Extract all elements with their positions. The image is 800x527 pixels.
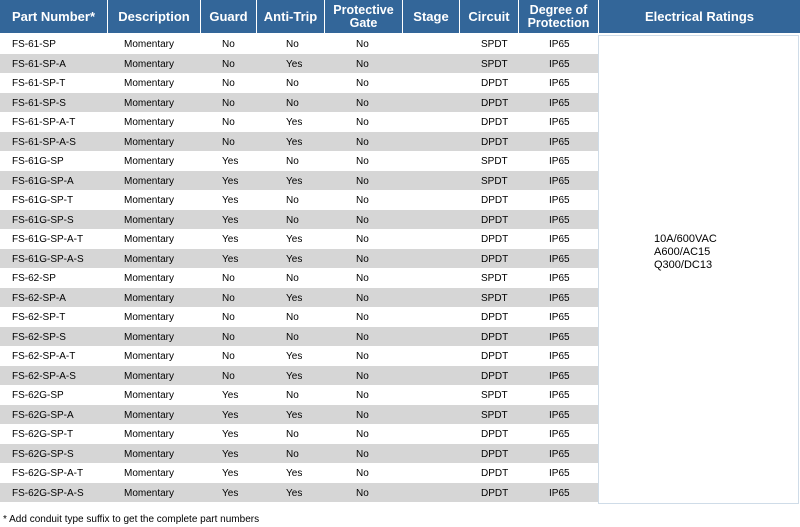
cell-part-number: FS-61G-SP-A-T (12, 233, 84, 245)
cell-anti-trip: Yes (286, 409, 303, 421)
cell-guard: Yes (222, 487, 239, 499)
cell-description: Momentary (124, 38, 175, 50)
cell-protective-gate: No (356, 311, 369, 323)
cell-degree-of-protection: IP65 (549, 311, 570, 323)
cell-anti-trip: No (286, 77, 299, 89)
cell-description: Momentary (124, 467, 175, 479)
cell-part-number: FS-62-SP-T (12, 311, 66, 323)
cell-circuit: SPDT (481, 175, 508, 187)
cell-anti-trip: No (286, 311, 299, 323)
table-row (0, 152, 598, 172)
footnote: * Add conduit type suffix to get the complete part numbers (3, 514, 260, 525)
cell-description: Momentary (124, 448, 175, 460)
cell-circuit: DPDT (481, 428, 509, 440)
cell-anti-trip: No (286, 428, 299, 440)
cell-description: Momentary (124, 389, 175, 401)
cell-circuit: SPDT (481, 155, 508, 167)
header-degree-of-protection (519, 0, 599, 33)
cell-anti-trip: No (286, 38, 299, 50)
header-part-number: Part Number* (0, 0, 108, 33)
cell-protective-gate: No (356, 214, 369, 226)
header-description: Description (108, 0, 201, 33)
cell-description: Momentary (124, 311, 175, 323)
electrical-ratings-values (654, 233, 717, 272)
cell-degree-of-protection: IP65 (549, 97, 570, 109)
cell-degree-of-protection: IP65 (549, 409, 570, 421)
cell-part-number: FS-61G-SP-T (12, 194, 74, 206)
cell-guard: No (222, 136, 235, 148)
cell-circuit: DPDT (481, 233, 509, 245)
cell-circuit: DPDT (481, 136, 509, 148)
cell-part-number: FS-61-SP-A-S (12, 136, 76, 148)
cell-anti-trip: No (286, 194, 299, 206)
cell-guard: No (222, 370, 235, 382)
cell-anti-trip: Yes (286, 292, 303, 304)
cell-guard: No (222, 97, 235, 109)
cell-circuit: DPDT (481, 448, 509, 460)
cell-guard: Yes (222, 389, 239, 401)
cell-guard: No (222, 38, 235, 50)
cell-part-number: FS-62-SP (12, 272, 56, 284)
cell-protective-gate: No (356, 253, 369, 265)
cell-anti-trip: No (286, 389, 299, 401)
table-row (0, 191, 598, 211)
cell-description: Momentary (124, 116, 175, 128)
cell-anti-trip: No (286, 272, 299, 284)
cell-anti-trip: Yes (286, 175, 303, 187)
cell-anti-trip: Yes (286, 58, 303, 70)
cell-circuit: SPDT (481, 38, 508, 50)
cell-guard: No (222, 311, 235, 323)
cell-part-number: FS-61G-SP (12, 155, 64, 167)
cell-degree-of-protection: IP65 (549, 350, 570, 362)
cell-degree-of-protection: IP65 (549, 389, 570, 401)
cell-part-number: FS-61G-SP-A (12, 175, 74, 187)
cell-description: Momentary (124, 409, 175, 421)
cell-degree-of-protection: IP65 (549, 487, 570, 499)
cell-description: Momentary (124, 428, 175, 440)
table-row (0, 211, 598, 231)
cell-circuit: DPDT (481, 116, 509, 128)
cell-description: Momentary (124, 487, 175, 499)
cell-part-number: FS-61-SP-A (12, 58, 66, 70)
cell-anti-trip: No (286, 97, 299, 109)
cell-part-number: FS-61G-SP-S (12, 214, 74, 226)
table-row (0, 406, 598, 426)
cell-description: Momentary (124, 370, 175, 382)
cell-guard: Yes (222, 409, 239, 421)
cell-guard: Yes (222, 448, 239, 460)
cell-degree-of-protection: IP65 (549, 370, 570, 382)
table-row (0, 464, 598, 484)
cell-circuit: DPDT (481, 370, 509, 382)
table-row (0, 230, 598, 250)
cell-protective-gate: No (356, 116, 369, 128)
table-row (0, 172, 598, 192)
cell-degree-of-protection: IP65 (549, 175, 570, 187)
cell-guard: No (222, 77, 235, 89)
table-row (0, 308, 598, 328)
table-row (0, 35, 598, 55)
table-row (0, 328, 598, 348)
cell-protective-gate: No (356, 175, 369, 187)
cell-protective-gate: No (356, 331, 369, 343)
cell-anti-trip: Yes (286, 467, 303, 479)
cell-part-number: FS-61-SP-T (12, 77, 66, 89)
cell-protective-gate: No (356, 409, 369, 421)
cell-degree-of-protection: IP65 (549, 233, 570, 245)
cell-description: Momentary (124, 155, 175, 167)
cell-part-number: FS-62-SP-A (12, 292, 66, 304)
cell-part-number: FS-61-SP-A-T (12, 116, 76, 128)
cell-circuit: SPDT (481, 389, 508, 401)
table-row (0, 94, 598, 114)
cell-protective-gate: No (356, 487, 369, 499)
cell-guard: Yes (222, 175, 239, 187)
cell-description: Momentary (124, 58, 175, 70)
cell-protective-gate: No (356, 350, 369, 362)
cell-description: Momentary (124, 331, 175, 343)
cell-circuit: DPDT (481, 97, 509, 109)
cell-guard: No (222, 350, 235, 362)
cell-guard: Yes (222, 467, 239, 479)
cell-description: Momentary (124, 194, 175, 206)
cell-circuit: DPDT (481, 77, 509, 89)
cell-anti-trip: No (286, 155, 299, 167)
cell-part-number: FS-62G-SP-A-T (12, 467, 84, 479)
cell-degree-of-protection: IP65 (549, 155, 570, 167)
cell-anti-trip: Yes (286, 370, 303, 382)
cell-description: Momentary (124, 233, 175, 245)
cell-description: Momentary (124, 292, 175, 304)
header-guard: Guard (201, 0, 257, 33)
cell-part-number: FS-61G-SP-A-S (12, 253, 84, 265)
cell-degree-of-protection: IP65 (549, 467, 570, 479)
cell-circuit: DPDT (481, 311, 509, 323)
table-row (0, 445, 598, 465)
header-degree-line1: Degree of (529, 2, 588, 17)
cell-protective-gate: No (356, 448, 369, 460)
cell-anti-trip: Yes (286, 136, 303, 148)
cell-part-number: FS-62-SP-S (12, 331, 66, 343)
cell-degree-of-protection: IP65 (549, 116, 570, 128)
cell-anti-trip: Yes (286, 350, 303, 362)
cell-protective-gate: No (356, 155, 369, 167)
table-row (0, 289, 598, 309)
cell-guard: Yes (222, 194, 239, 206)
cell-protective-gate: No (356, 292, 369, 304)
header-electrical-ratings: Electrical Ratings (599, 0, 800, 33)
cell-protective-gate: No (356, 467, 369, 479)
cell-part-number: FS-62G-SP-S (12, 448, 74, 460)
header-degree-line2: Protection (527, 15, 590, 30)
header-protective-gate (325, 0, 403, 33)
cell-degree-of-protection: IP65 (549, 194, 570, 206)
cell-anti-trip: No (286, 331, 299, 343)
cell-anti-trip: Yes (286, 233, 303, 245)
rating-line: 10A/600VAC (654, 233, 717, 245)
table-row (0, 386, 598, 406)
cell-degree-of-protection: IP65 (549, 136, 570, 148)
cell-description: Momentary (124, 253, 175, 265)
cell-guard: No (222, 292, 235, 304)
cell-anti-trip: Yes (286, 116, 303, 128)
cell-degree-of-protection: IP65 (549, 253, 570, 265)
cell-circuit: DPDT (481, 331, 509, 343)
cell-guard: No (222, 331, 235, 343)
cell-anti-trip: Yes (286, 487, 303, 499)
cell-description: Momentary (124, 136, 175, 148)
cell-description: Momentary (124, 77, 175, 89)
header-circuit: Circuit (460, 0, 519, 33)
header-anti-trip: Anti-Trip (257, 0, 325, 33)
cell-circuit: DPDT (481, 487, 509, 499)
cell-degree-of-protection: IP65 (549, 272, 570, 284)
header-stage: Stage (403, 0, 460, 33)
cell-part-number: FS-62G-SP (12, 389, 64, 401)
cell-degree-of-protection: IP65 (549, 448, 570, 460)
cell-anti-trip: No (286, 448, 299, 460)
cell-protective-gate: No (356, 194, 369, 206)
cell-part-number: FS-61-SP (12, 38, 56, 50)
cell-degree-of-protection: IP65 (549, 331, 570, 343)
table-row (0, 347, 598, 367)
cell-part-number: FS-62-SP-A-S (12, 370, 76, 382)
cell-protective-gate: No (356, 370, 369, 382)
table-row (0, 367, 598, 387)
table-row (0, 55, 598, 75)
cell-description: Momentary (124, 272, 175, 284)
cell-part-number: FS-62G-SP-A-S (12, 487, 84, 499)
cell-guard: No (222, 58, 235, 70)
cell-circuit: DPDT (481, 467, 509, 479)
cell-guard: No (222, 116, 235, 128)
table-row (0, 484, 598, 504)
header-protective-gate-line1: Protective (333, 2, 394, 17)
cell-guard: Yes (222, 155, 239, 167)
cell-protective-gate: No (356, 233, 369, 245)
table-row (0, 74, 598, 94)
cell-circuit: SPDT (481, 409, 508, 421)
cell-degree-of-protection: IP65 (549, 428, 570, 440)
cell-circuit: DPDT (481, 253, 509, 265)
table-row (0, 133, 598, 153)
cell-circuit: SPDT (481, 272, 508, 284)
cell-guard: No (222, 272, 235, 284)
cell-circuit: DPDT (481, 194, 509, 206)
cell-circuit: DPDT (481, 214, 509, 226)
table-row (0, 250, 598, 270)
cell-part-number: FS-62-SP-A-T (12, 350, 76, 362)
cell-anti-trip: Yes (286, 253, 303, 265)
table-row (0, 269, 598, 289)
cell-protective-gate: No (356, 38, 369, 50)
cell-degree-of-protection: IP65 (549, 38, 570, 50)
cell-protective-gate: No (356, 272, 369, 284)
cell-degree-of-protection: IP65 (549, 77, 570, 89)
cell-description: Momentary (124, 350, 175, 362)
cell-protective-gate: No (356, 97, 369, 109)
cell-part-number: FS-61-SP-S (12, 97, 66, 109)
cell-part-number: FS-62G-SP-A (12, 409, 74, 421)
cell-part-number: FS-62G-SP-T (12, 428, 74, 440)
header-protective-gate-line2: Gate (349, 15, 378, 30)
cell-description: Momentary (124, 97, 175, 109)
cell-protective-gate: No (356, 58, 369, 70)
cell-circuit: SPDT (481, 58, 508, 70)
table-row (0, 113, 598, 133)
cell-description: Momentary (124, 214, 175, 226)
rating-line: A600/AC15 (654, 246, 711, 258)
cell-guard: Yes (222, 233, 239, 245)
cell-anti-trip: No (286, 214, 299, 226)
cell-degree-of-protection: IP65 (549, 58, 570, 70)
table-row (0, 425, 598, 445)
rating-line: Q300/DC13 (654, 259, 713, 271)
cell-protective-gate: No (356, 428, 369, 440)
cell-circuit: DPDT (481, 350, 509, 362)
cell-degree-of-protection: IP65 (549, 214, 570, 226)
cell-protective-gate: No (356, 389, 369, 401)
cell-degree-of-protection: IP65 (549, 292, 570, 304)
cell-protective-gate: No (356, 77, 369, 89)
cell-description: Momentary (124, 175, 175, 187)
cell-guard: Yes (222, 428, 239, 440)
cell-circuit: SPDT (481, 292, 508, 304)
cell-guard: Yes (222, 253, 239, 265)
cell-guard: Yes (222, 214, 239, 226)
cell-protective-gate: No (356, 136, 369, 148)
